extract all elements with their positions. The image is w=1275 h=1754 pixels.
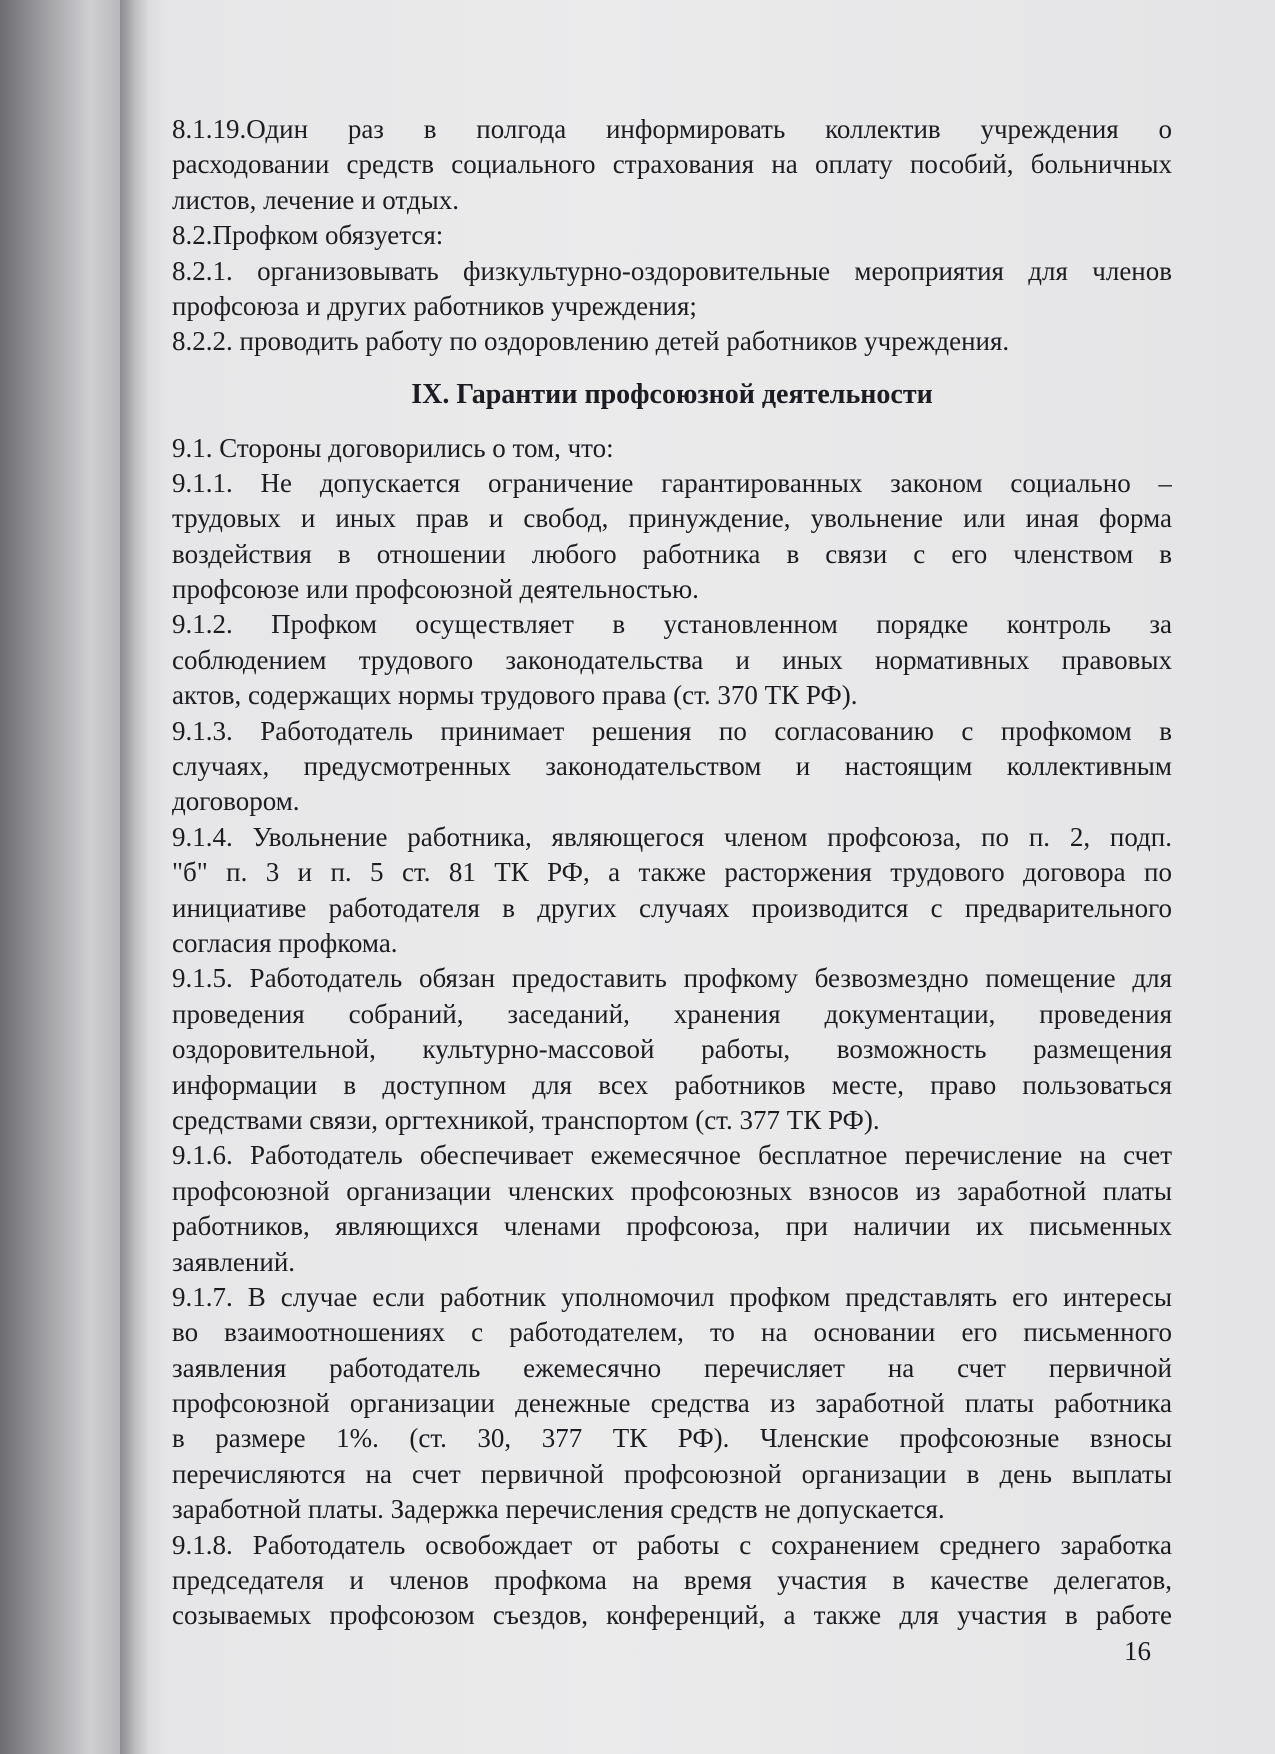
paragraph <box>172 820 1172 962</box>
text-line: 9.1.2. Профком осуществляет в установленном порядке контроль за <box>172 609 1172 640</box>
document-body <box>172 112 1172 1634</box>
text-line: 8.2.2. проводить работу по оздоровлению детей работников учреждения. <box>172 326 1010 357</box>
text-line: средствами связи, оргтехникой, транспортом (ст. 377 ТК РФ). <box>172 1104 880 1135</box>
text-line: 9.1.1. Не допускается ограничение гарантированных законом социально – <box>172 467 1172 498</box>
text-line: профсоюза и других работников учреждения; <box>172 290 697 321</box>
text-line: 9.1. Стороны договорились о том, что: <box>172 432 614 463</box>
text-line: председателя и членов профкома на время участия в качестве делегатов, <box>172 1565 1172 1596</box>
page-number: 16 <box>1124 1636 1151 1666</box>
text-line: заработной платы. Задержка перечисления средств не допускается. <box>172 1494 945 1525</box>
text-line: 9.1.4. Увольнение работника, являющегося членом профсоюза, по п. 2, подп. <box>172 821 1172 852</box>
text-line: "б" п. 3 и п. 5 ст. 81 ТК РФ, а также расторжения трудового договора по <box>172 857 1172 888</box>
paragraph <box>172 112 1172 218</box>
section-heading: IX. Гарантии профсоюзной деятельности <box>411 378 933 410</box>
paragraph <box>172 324 1172 359</box>
text-line: работников, являющихся членами профсоюза, при наличии их письменных <box>172 1211 1172 1242</box>
paragraph <box>172 466 1172 608</box>
text-line: 9.1.8. Работодатель освобождает от работы с сохранением среднего заработка <box>172 1529 1172 1560</box>
text-line: информации в доступном для всех работников месте, право пользоваться <box>172 1069 1172 1100</box>
paragraph <box>172 1280 1172 1528</box>
text-line: во взаимоотношениях с работодателем, то на основании его письменного <box>172 1317 1172 1348</box>
page-binding-shadow <box>120 0 150 1754</box>
paragraph <box>172 714 1172 820</box>
text-line: профсоюзной организации членских профсоюзных взносов из заработной платы <box>172 1175 1172 1206</box>
text-line: листов, лечение и отдых. <box>172 184 459 215</box>
text-line: профсоюзе или профсоюзной деятельностью. <box>172 574 699 605</box>
paragraph <box>172 961 1172 1138</box>
text-line: 8.2.Профком обязуется: <box>172 220 444 251</box>
text-line: случаях, предусмотренных законодательством и настоящим коллективным <box>172 751 1172 782</box>
text-line: заявлений. <box>172 1246 296 1277</box>
text-line: актов, содержащих нормы трудового права (ст. 370 ТК РФ). <box>172 680 858 711</box>
paragraph <box>172 254 1172 325</box>
paragraph <box>172 1528 1172 1634</box>
text-line: проведения собраний, заседаний, хранения документации, проведения <box>172 998 1172 1029</box>
paragraph <box>172 431 1172 466</box>
text-line: заявления работодатель ежемесячно перечисляет на счет первичной <box>172 1352 1172 1383</box>
text-line: оздоровительной, культурно-массовой работы, возможность размещения <box>172 1034 1172 1065</box>
text-line: созываемых профсоюзом съездов, конференций, а также для участия в работе <box>172 1600 1172 1631</box>
text-line: расходовании средств социального страхования на оплату пособий, больничных <box>172 149 1172 180</box>
text-line: согласия профкома. <box>172 928 398 958</box>
text-line: договором. <box>172 786 300 817</box>
text-line: 9.1.7. В случае если работник уполномочил профком представлять его интересы <box>172 1281 1172 1312</box>
text-line: профсоюзной организации денежные средства из заработной платы работника <box>172 1388 1172 1419</box>
text-line: в размере 1%. (ст. 30, 377 ТК РФ). Членские профсоюзные взносы <box>172 1423 1172 1454</box>
text-line: 9.1.6. Работодатель обеспечивает ежемесячное бесплатное перечисление на счет <box>172 1140 1172 1171</box>
text-line: 9.1.3. Работодатель принимает решения по согласованию с профкомом в <box>172 715 1172 746</box>
text-line: инициативе работодателя в других случаях производится с предварительного <box>172 892 1172 923</box>
text-line: трудовых и иных прав и свобод, принуждение, увольнение или иная форма <box>172 503 1172 534</box>
paragraph <box>172 218 1172 253</box>
text-line: 9.1.5. Работодатель обязан предоставить профкому безвозмездно помещение для <box>172 963 1172 994</box>
paragraph <box>172 1138 1172 1280</box>
text-line: соблюдением трудового законодательства и иных нормативных правовых <box>172 644 1172 675</box>
text-line: 8.1.19.Один раз в полгода информировать коллектив учреждения о <box>172 114 1172 144</box>
paragraph <box>172 607 1172 713</box>
text-line: 8.2.1. организовывать физкультурно-оздоровительные мероприятия для членов <box>172 255 1172 286</box>
text-line: перечисляются на счет первичной профсоюзной организации в день выплаты <box>172 1458 1172 1489</box>
text-line: воздействия в отношении любого работника в связи с его членством в <box>172 538 1172 569</box>
